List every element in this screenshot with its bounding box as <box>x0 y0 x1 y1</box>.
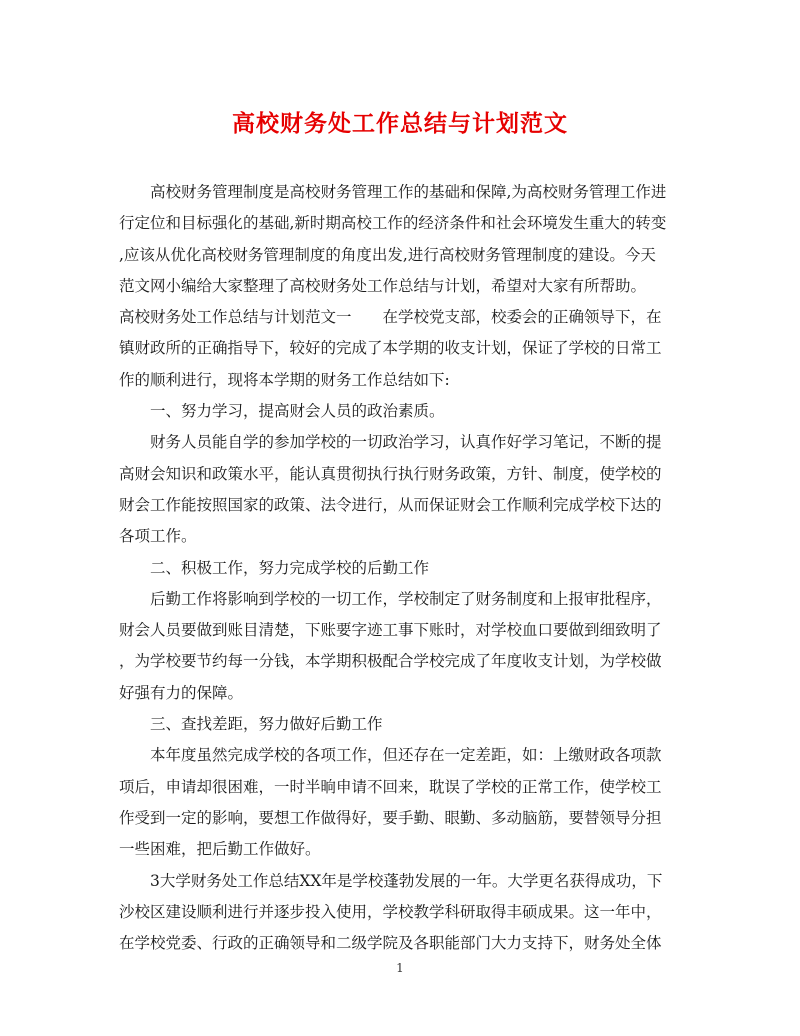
body-line: 镇财政所的正确指导下，较好的完成了本学期的收支计划，保证了学校的日常工 <box>119 339 662 358</box>
body-line: ,应该从优化高校财务管理制度的角度出发,进行高校财务管理制度的建设。今天 <box>119 245 656 264</box>
document-body <box>119 177 685 959</box>
body-line: 高财会知识和政策水平，能认真贯彻执行执行财务政策，方针、制度，使学校的 <box>119 464 662 483</box>
body-line: ，为学校要节约每一分钱，本学期积极配合学校完成了年度收支计划，为学校做 <box>119 652 662 671</box>
body-line: 本年度虽然完成学校的各项工作，但还存在一定差距，如：上缴财政各项款 <box>119 746 662 765</box>
body-line: 行定位和目标强化的基础,新时期高校工作的经济条件和社会环境发生重大的转变 <box>119 214 667 233</box>
body-line: 财会人员要做到账目清楚，下账要字迹工事下账时，对学校血口要做到细致明了 <box>119 621 662 640</box>
body-line: 作的顺利进行，现将本学期的财务工作总结如下: <box>119 370 450 389</box>
body-line: 沙校区建设顺利进行并逐步投入使用，学校教学科研取得丰硕成果。这一年中， <box>119 902 662 921</box>
section-heading: 二、积极工作，努力完成学校的后勤工作 <box>119 558 430 577</box>
body-line: 财会工作能按照国家的政策、法令进行，从而保证财会工作顺利完成学校下达的 <box>119 495 662 514</box>
section-heading: 三、查找差距，努力做好后勤工作 <box>119 715 383 734</box>
page-number: 1 <box>396 961 404 975</box>
body-line: 项后，申请却很困难，一时半晌申请不回来，耽误了学校的正常工作，使学校工 <box>119 777 662 796</box>
body-line: 各项工作。 <box>119 527 197 546</box>
document-title: 高校财务处工作总结与计划范文 <box>232 110 568 137</box>
body-line: 好强有力的保障。 <box>119 683 244 702</box>
body-line: 范文网小编给大家整理了高校财务处工作总结与计划，希望对大家有所帮助。 <box>119 276 647 295</box>
body-line: 一些困难，把后勤工作做好。 <box>119 840 321 859</box>
body-line: 后勤工作将影响到学校的一切工作，学校制定了财务制度和上报审批程序， <box>119 589 662 608</box>
body-line: 在学校党委、行政的正确领导和二级学院及各职能部门大力支持下，财务处全体 <box>119 934 662 953</box>
body-line: 3大学财务处工作总结XX年是学校蓬勃发展的一年。大学更名获得成功，下 <box>119 871 663 890</box>
body-line: 高校财务处工作总结与计划范文一 在学校党支部，校委会的正确领导下，在 <box>119 308 662 327</box>
body-line: 财务人员能自学的参加学校的一切政治学习，认真作好学习笔记，不断的提 <box>119 433 662 452</box>
section-heading: 一、努力学习，提高财会人员的政治素质。 <box>119 402 445 421</box>
body-line: 高校财务管理制度是高校财务管理工作的基础和保障,为高校财务管理工作进 <box>119 183 667 201</box>
body-line: 作受到一定的影响，要想工作做得好，要手勤、眼勤、多动脑筋，要替领导分担 <box>119 808 662 827</box>
